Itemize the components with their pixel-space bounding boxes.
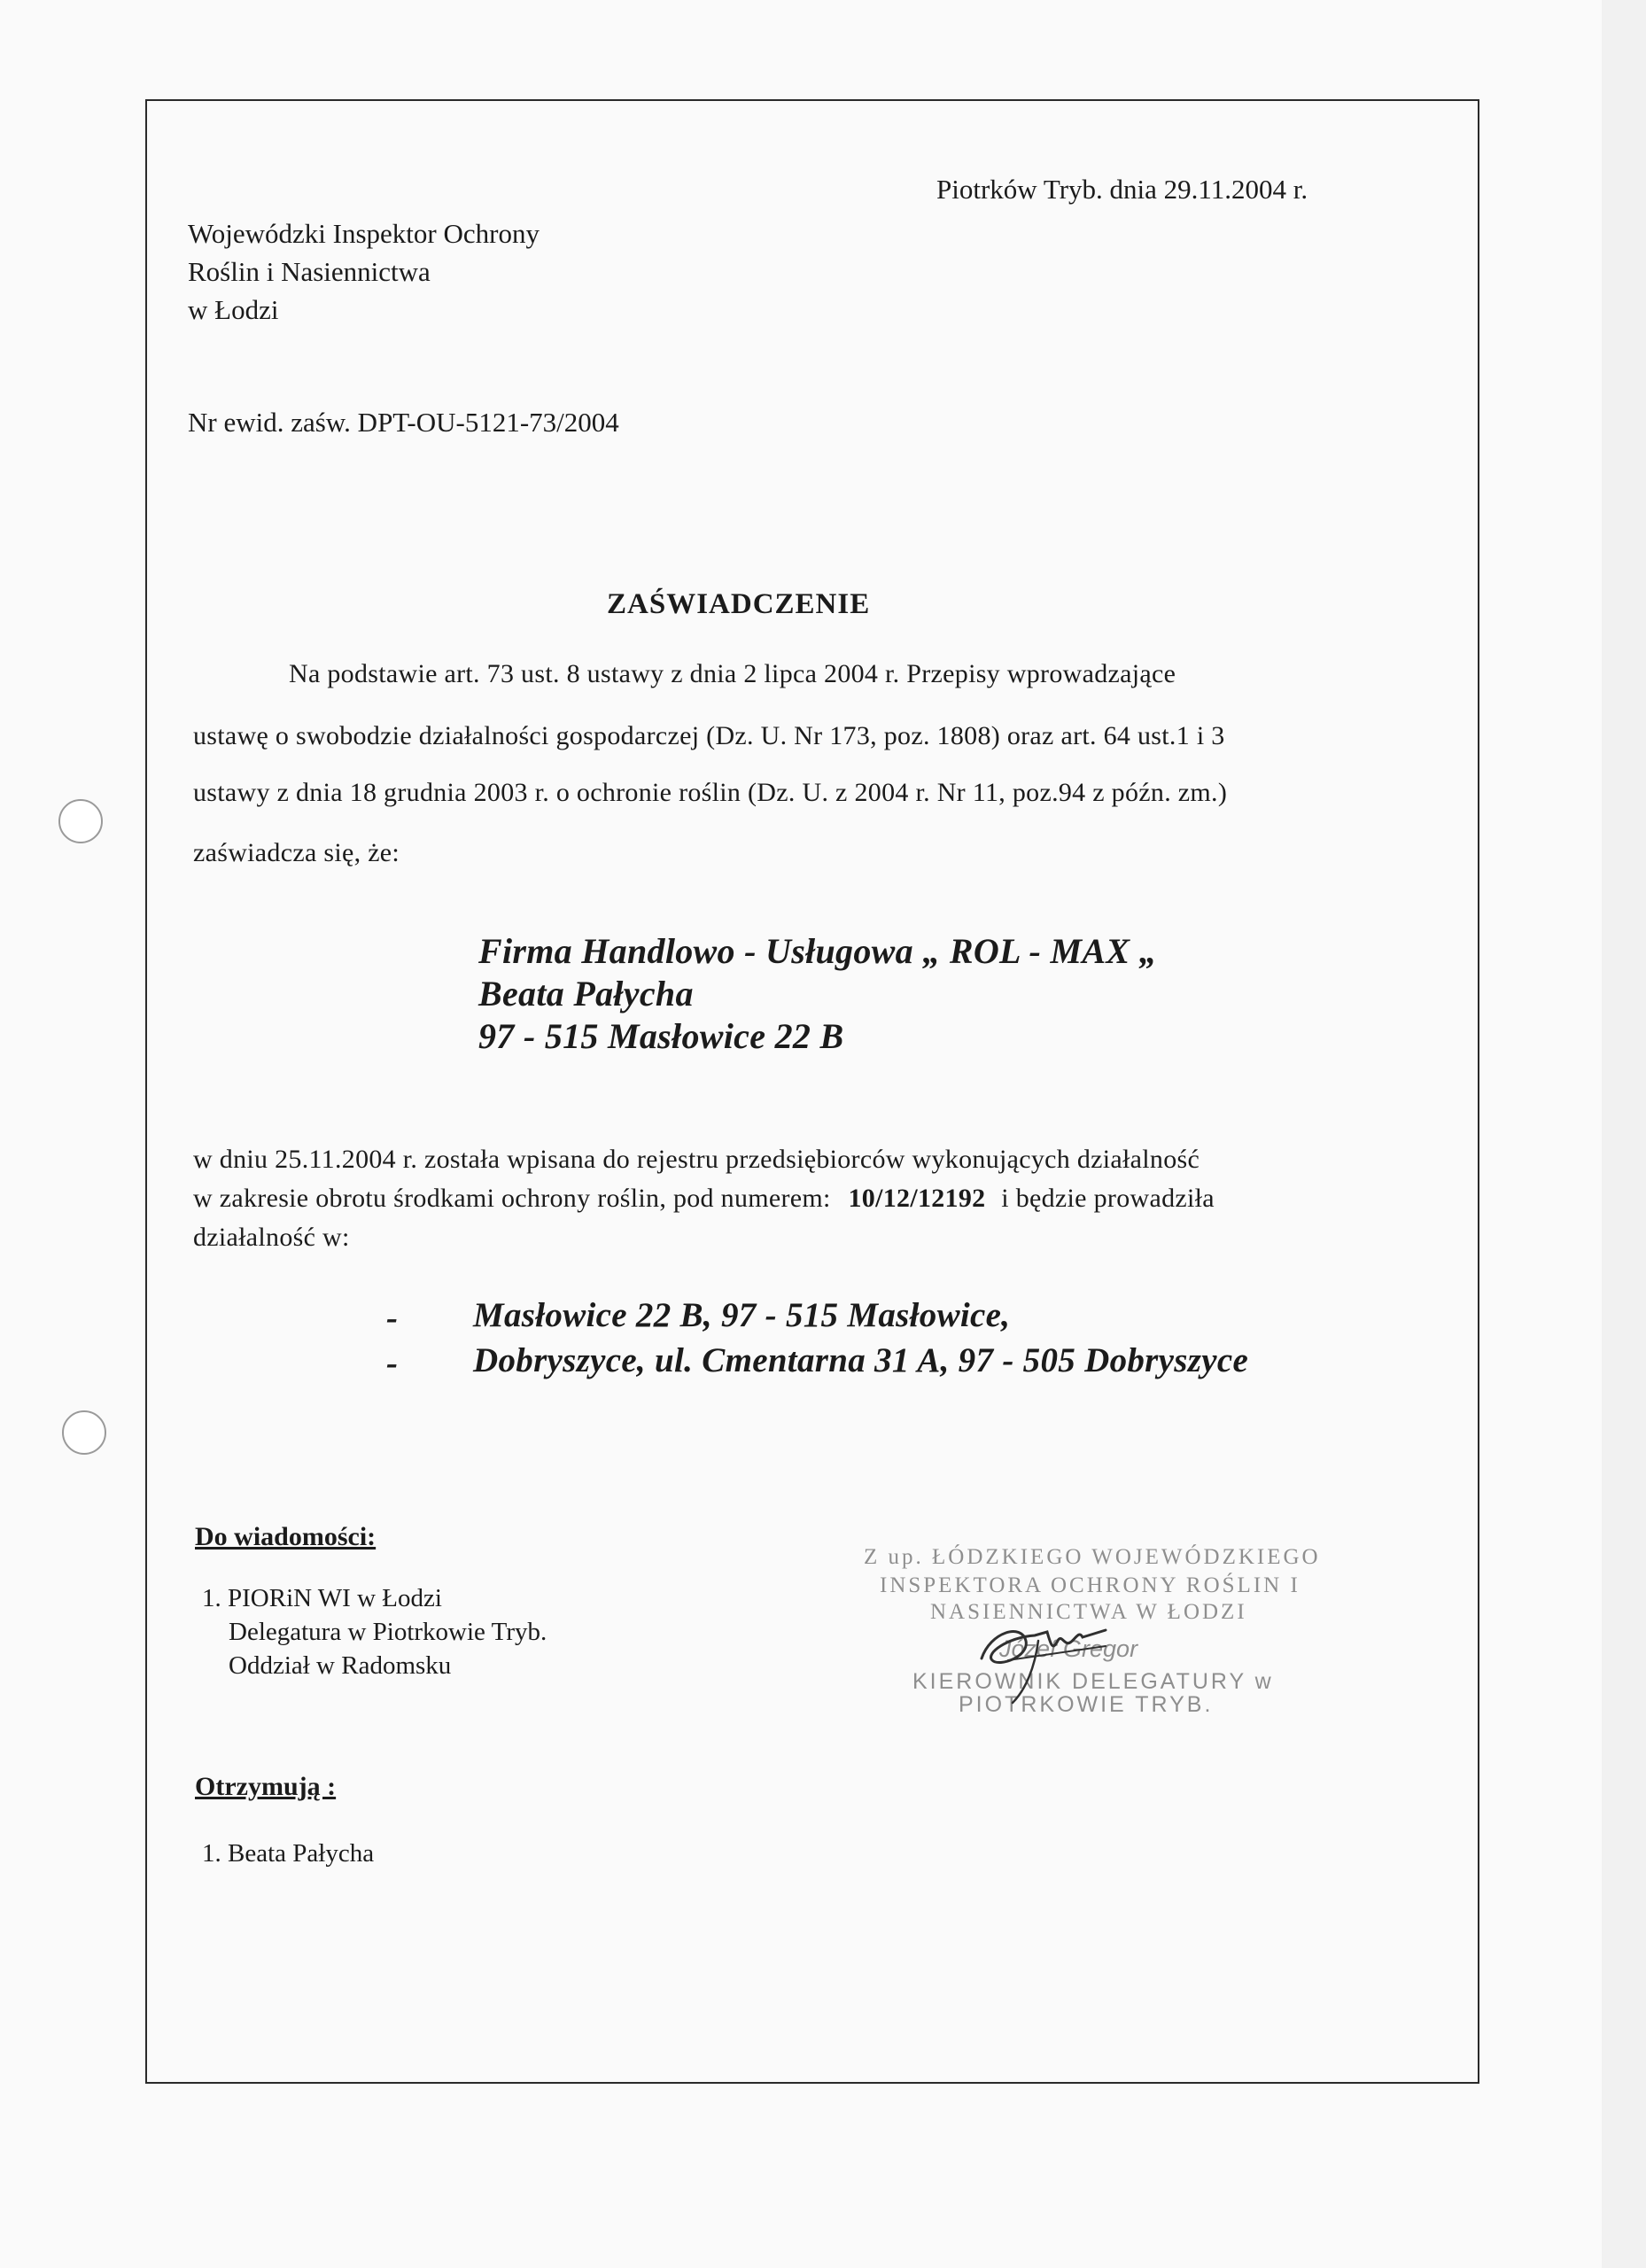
for-info-line-1: 1. PIORiN WI w Łodzi bbox=[202, 1584, 442, 1612]
recipient-line-1: 1. Beata Pałycha bbox=[202, 1839, 375, 1868]
location-dash-1: - bbox=[386, 1299, 399, 1337]
company-owner: Beata Pałycha bbox=[478, 974, 694, 1014]
company-address: 97 - 515 Masłowice 22 B bbox=[478, 1016, 844, 1056]
handwritten-signature bbox=[973, 1605, 1132, 1712]
registration-text: w zakresie obrotu środkami ochrony roślin, pod numerem: bbox=[193, 1184, 831, 1213]
intro-line-1: Na podstawie art. 73 ust. 8 ustawy z dnia 2 lipca 2004 r. Przepisy wprowadzające bbox=[289, 659, 1176, 688]
registration-number: 10/12/12192 bbox=[848, 1184, 986, 1213]
location-dash-2: - bbox=[386, 1344, 399, 1382]
registration-line-1: w dniu 25.11.2004 r. została wpisana do rejestru przedsiębiorców wykonujących działalność bbox=[193, 1145, 1200, 1174]
for-info-heading: Do wiadomości: bbox=[195, 1522, 377, 1551]
company-name: Firma Handlowo - Usługowa „ ROL - MAX „ bbox=[478, 931, 1157, 971]
punch-hole-top bbox=[58, 799, 103, 843]
registration-line-2 bbox=[193, 1184, 1215, 1214]
issuer-line-2: Roślin i Nasiennictwa bbox=[188, 256, 431, 287]
stamp-title-2: PIOTRKOWIE TRYB. bbox=[959, 1692, 1214, 1717]
punch-hole-bottom bbox=[62, 1410, 106, 1455]
stamp-name: Józef Gregor bbox=[999, 1635, 1138, 1662]
recipients-heading: Otrzymują : bbox=[195, 1772, 337, 1801]
registration-line-3: działalność w: bbox=[193, 1223, 350, 1252]
location-2: Dobryszyce, ul. Cmentarna 31 A, 97 - 505 Dobryszyce bbox=[473, 1341, 1249, 1379]
registration-text-end: i będzie prowadziła bbox=[1001, 1184, 1215, 1213]
page-frame bbox=[145, 99, 1479, 2084]
intro-line-4: zaświadcza się, że: bbox=[193, 838, 400, 867]
stamp-title-1: KIEROWNIK DELEGATURY w bbox=[912, 1669, 1274, 1694]
reference-number: Nr ewid. zaśw. DPT-OU-5121-73/2004 bbox=[188, 407, 619, 438]
intro-line-2: ustawę o swobodzie działalności gospodarczej (Dz. U. Nr 173, poz. 1808) oraz art. 64 ust.1 i 3 bbox=[193, 721, 1225, 750]
issuer-line-1: Wojewódzki Inspektor Ochrony bbox=[188, 218, 540, 249]
document-title: ZAŚWIADCZENIE bbox=[607, 588, 871, 620]
stamp-line-1: Z up. ŁÓDZKIEGO WOJEWÓDZKIEGO bbox=[864, 1545, 1321, 1569]
intro-line-3: ustawy z dnia 18 grudnia 2003 r. o ochronie roślin (Dz. U. z 2004 r. Nr 11, poz.94 z późn. zm.) bbox=[193, 778, 1228, 807]
stamp-line-2: INSPEKTORA OCHRONY ROŚLIN I bbox=[880, 1573, 1300, 1597]
place-and-date: Piotrków Tryb. dnia 29.11.2004 r. bbox=[936, 174, 1308, 205]
issuer-line-3: w Łodzi bbox=[188, 294, 279, 325]
location-1: Masłowice 22 B, 97 - 515 Masłowice, bbox=[473, 1296, 1011, 1334]
for-info-line-2: Delegatura w Piotrkowie Tryb. bbox=[229, 1618, 547, 1646]
scan-edge-shadow bbox=[1602, 0, 1646, 2268]
for-info-line-3: Oddział w Radomsku bbox=[229, 1651, 452, 1680]
stamp-line-3: NASIENNICTWA W ŁODZI bbox=[930, 1600, 1247, 1624]
